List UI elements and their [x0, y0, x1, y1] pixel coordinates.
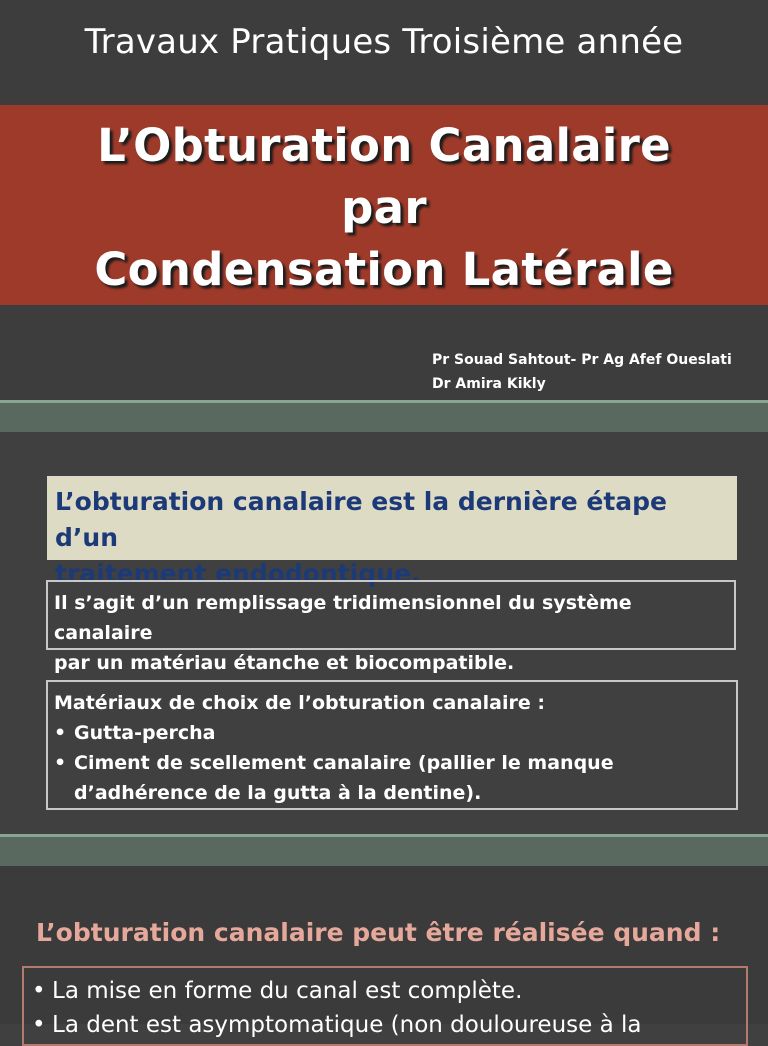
- bullet-icon: •: [32, 978, 46, 1004]
- title-line-2: par: [341, 181, 427, 234]
- materials-box: [46, 680, 738, 810]
- definition-box: [46, 580, 736, 674]
- conditions-slide: [0, 866, 768, 1038]
- list-item-text: [74, 748, 614, 808]
- course-subtitle: Travaux Pratiques Troisième année: [84, 22, 684, 62]
- list-item-line-1: Ciment de scellement canalaire (pallier le manque: [74, 752, 614, 774]
- slide-divider: [0, 834, 768, 866]
- definition-line-2: par un matériau étanche et biocompatible.: [54, 652, 515, 674]
- list-item: [54, 718, 730, 748]
- bullet-icon: •: [32, 1012, 46, 1038]
- list-item: [32, 1008, 746, 1042]
- highlight-box: [47, 476, 737, 588]
- list-item: [32, 974, 746, 1008]
- highlight-line-1: L’obturation canalaire est la dernière étape d’un: [55, 487, 667, 552]
- title-line-1: L’Obturation Canalaire: [97, 119, 671, 172]
- title-slide: [0, 0, 768, 400]
- authors-line-2: Dr Amira Kikly: [432, 376, 546, 392]
- list-item-text: La mise en forme du canal est complète.: [52, 978, 523, 1004]
- list-item-text: Gutta-percha: [74, 722, 216, 744]
- slide-divider: [0, 400, 768, 432]
- bullet-icon: •: [54, 722, 67, 744]
- list-item: [54, 748, 730, 808]
- authors-line-1: Pr Souad Sahtout- Pr Ag Afef Oueslati: [432, 352, 732, 368]
- materials-heading: Matériaux de choix de l’obturation canalaire :: [54, 692, 545, 714]
- conditions-heading: L’obturation canalaire peut être réalisée quand :: [36, 918, 721, 947]
- definition-slide: [0, 432, 768, 834]
- title-band: [0, 105, 768, 305]
- list-item-text: La dent est asymptomatique (non douloureuse à la: [52, 1012, 642, 1038]
- highlight-line-2: traitement endodontique.: [55, 559, 421, 588]
- definition-line-1: Il s’agit d’un remplissage tridimensionnel du système canalaire: [54, 592, 632, 644]
- bullet-icon: •: [54, 752, 67, 774]
- title-line-3: Condensation Latérale: [94, 243, 674, 296]
- list-item-line-2: d’adhérence de la gutta à la dentine).: [74, 782, 482, 804]
- conditions-box: [22, 966, 748, 1046]
